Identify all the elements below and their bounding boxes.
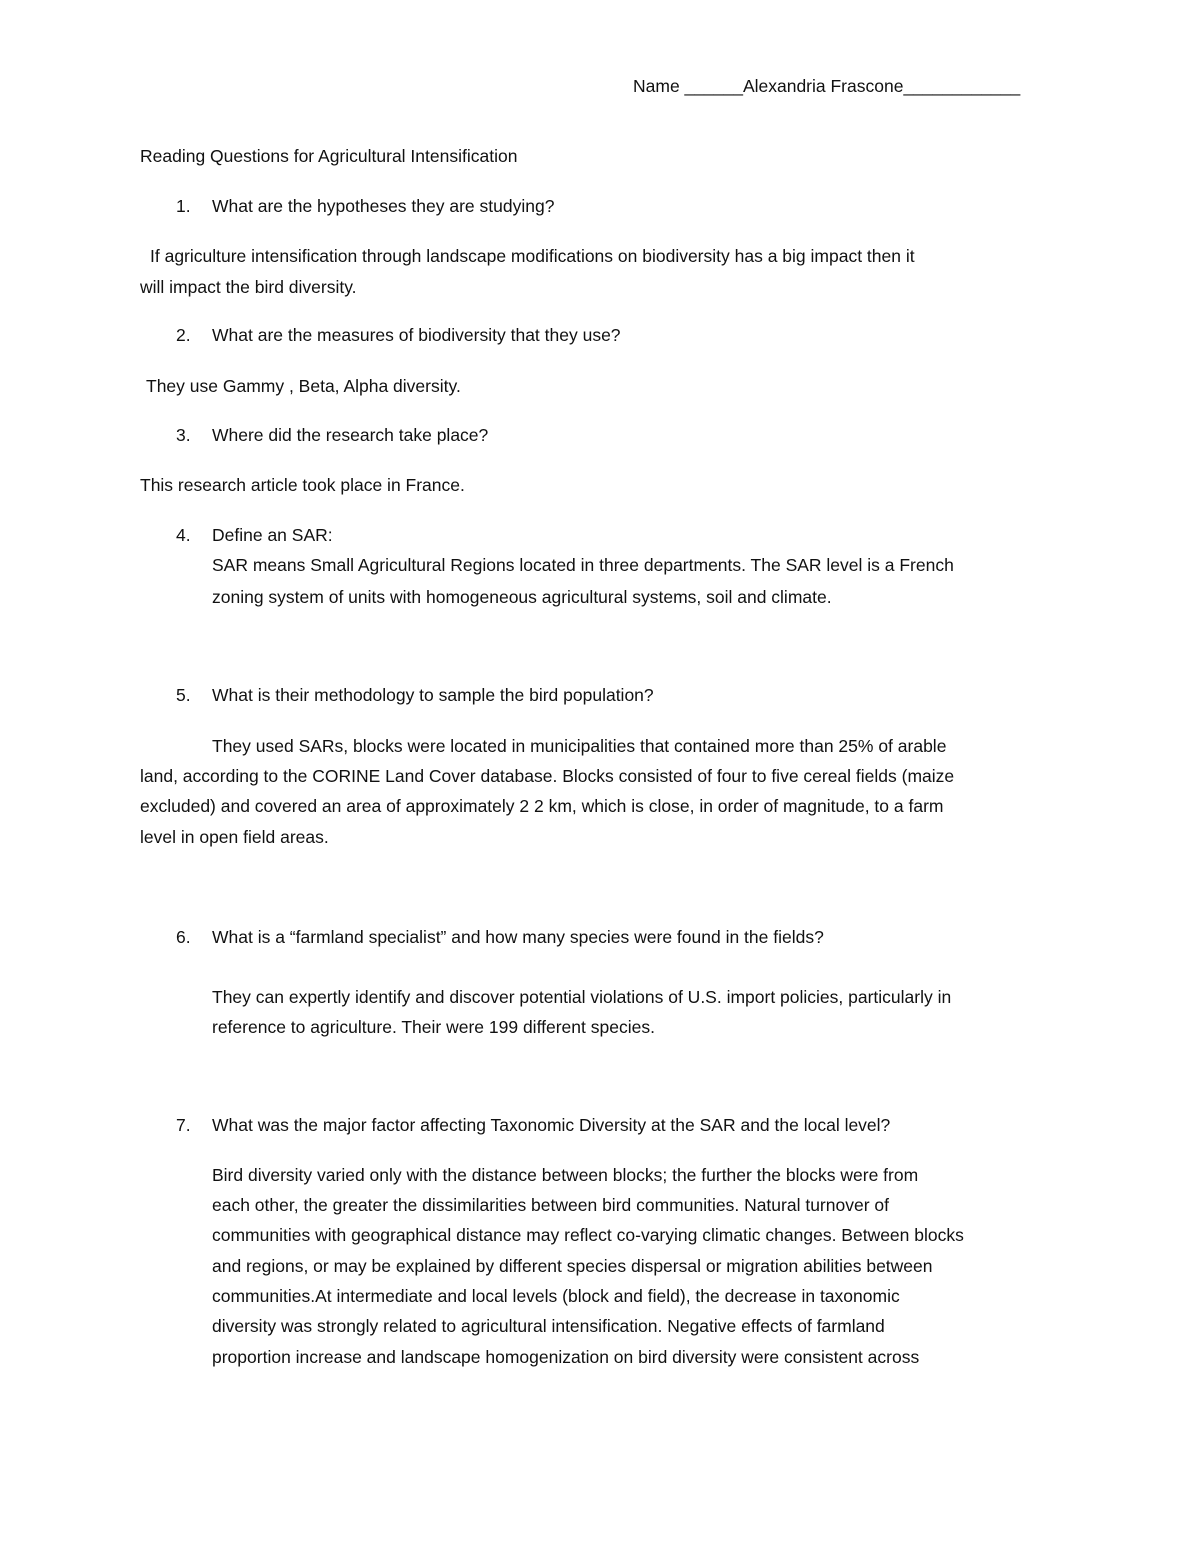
- question-text: What are the measures of biodiversity that they use?: [212, 325, 621, 345]
- question-number: 3.: [176, 425, 191, 445]
- answer-line: They can expertly identify and discover potential violations of U.S. import policies, particularly in: [212, 987, 952, 1007]
- answer-line: proportion increase and landscape homogenization on bird diversity were consistent across: [212, 1347, 920, 1367]
- answer-line: will impact the bird diversity.: [140, 277, 357, 297]
- question-text: Define an SAR:: [212, 525, 333, 545]
- question-number: 7.: [176, 1115, 191, 1135]
- document-title: Reading Questions for Agricultural Intensification: [140, 146, 518, 166]
- answer-line: If agriculture intensification through landscape modifications on biodiversity has a big impact then it: [150, 246, 915, 266]
- answer-line: zoning system of units with homogeneous agricultural systems, soil and climate.: [212, 587, 832, 607]
- question-number: 2.: [176, 325, 191, 345]
- question-number: 5.: [176, 685, 191, 705]
- answer-line: SAR means Small Agricultural Regions located in three departments. The SAR level is a French: [212, 555, 954, 575]
- answer-line: each other, the greater the dissimilarities between bird communities. Natural turnover of: [212, 1195, 889, 1215]
- question-text: What are the hypotheses they are studying?: [212, 196, 555, 216]
- answer-line: communities with geographical distance may reflect co-varying climatic changes. Between blocks: [212, 1225, 964, 1245]
- question-text: What was the major factor affecting Taxonomic Diversity at the SAR and the local level?: [212, 1115, 891, 1135]
- answer-line: Bird diversity varied only with the distance between blocks; the further the blocks were from: [212, 1165, 919, 1185]
- answer-line: and regions, or may be explained by different species dispersal or migration abilities between: [212, 1256, 933, 1276]
- question-number: 4.: [176, 525, 191, 545]
- answer-line: They use Gammy , Beta, Alpha diversity.: [146, 376, 461, 396]
- answer-line: excluded) and covered an area of approximately 2 2 km, which is close, in order of magnitude, to a farm: [140, 796, 944, 816]
- answer-line: diversity was strongly related to agricultural intensification. Negative effects of farmland: [212, 1316, 885, 1336]
- question-text: What is their methodology to sample the bird population?: [212, 685, 654, 705]
- answer-line: They used SARs, blocks were located in municipalities that contained more than 25% of arable: [212, 736, 947, 756]
- answer-line: reference to agriculture. Their were 199 different species.: [212, 1017, 655, 1037]
- question-text: What is a “farmland specialist” and how many species were found in the fields?: [212, 927, 824, 947]
- question-number: 1.: [176, 196, 191, 216]
- question-number: 6.: [176, 927, 191, 947]
- question-text: Where did the research take place?: [212, 425, 489, 445]
- answer-line: This research article took place in France.: [140, 475, 465, 495]
- answer-line: communities.At intermediate and local levels (block and field), the decrease in taxonomic: [212, 1286, 900, 1306]
- name-line: Name ______Alexandria Frascone____________: [633, 76, 1021, 96]
- answer-line: level in open field areas.: [140, 827, 329, 847]
- answer-line: land, according to the CORINE Land Cover database. Blocks consisted of four to five cereal fields (maize: [140, 766, 955, 786]
